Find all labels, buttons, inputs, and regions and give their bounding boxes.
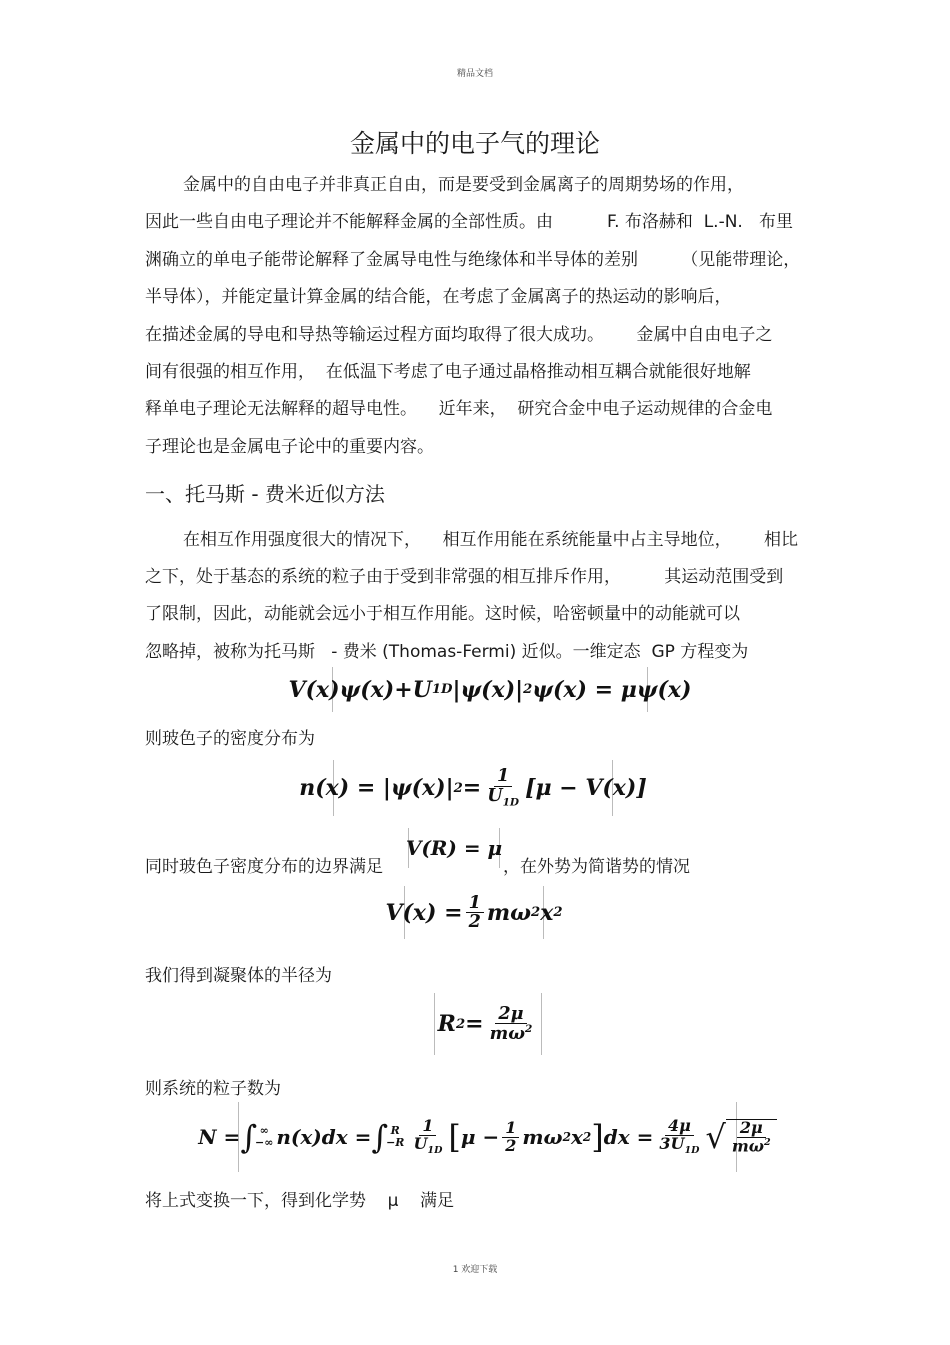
- intro-line: 因此一些自由电子理论并不能解释金属的全部性质。由 F. 布洛赫和 L.-N. 布里: [145, 212, 794, 232]
- text-chemical-potential: 将上式变换一下，得到化学势 μ 满足: [145, 1191, 455, 1211]
- equation-particle-number: N = ∫ ∞ −∞ n(x)dx = ∫ R −R $\frac{1}{U_{1D}}$ [ μ − $\frac{1}{2}$ mω 2 x 2 ] dx = $\frac{4\mu}{3U_{1D}}$ √ $\frac{2\mu}{m\omega^2}$: [238, 1102, 737, 1172]
- equation-harmonic: V(x) = $\frac{1}{2}$ mω 2 x 2: [404, 886, 544, 939]
- section-line: 忽略掉，被称为托马斯 - 费米 (Thomas-Fermi) 近似。一维定态 GP 方程变为: [145, 642, 749, 662]
- page-footer: 1 欢迎下载: [452, 1265, 498, 1275]
- text-number: 则系统的粒子数为: [145, 1079, 281, 1099]
- text-density: 则玻色子的密度分布为: [145, 729, 315, 749]
- intro-line: 半导体），并能定量计算金属的结合能，在考虑了金属离子的热运动的影响后，: [145, 287, 732, 307]
- intro-line: 释单电子理论无法解释的超导电性。 近年来， 研究合金中电子运动规律的合金电: [145, 399, 773, 419]
- equation-gp-tf: V(x)ψ(x)+U 1D |ψ(x)| 2 ψ(x) = μψ(x): [332, 667, 648, 712]
- intro-line: 子理论也是金属电子论中的重要内容。: [145, 437, 434, 457]
- section-line: 之下，处于基态的系统的粒子由于受到非常强的相互排斥作用， 其运动范围受到: [145, 567, 784, 587]
- equation-radius: R 2 = $\frac{2\mu}{m\omega^2}$: [434, 993, 542, 1055]
- page-title: 金属中的电子气的理论: [349, 129, 600, 158]
- intro-line: 渊确立的单电子能带论解释了金属导电性与绝缘体和半导体的差别 （见能带理论，: [145, 250, 801, 270]
- text-boundary: 同时玻色子密度分布的边界满足: [145, 857, 383, 877]
- equation-boundary: V(R) = μ: [408, 828, 500, 868]
- equation-density: n(x) = |ψ(x)| 2 = $\frac{1}{U_{1D}}$ [μ − V(x)]: [333, 760, 613, 816]
- section-line: 在相互作用强度很大的情况下， 相互作用能在系统能量中占主导地位， 相比: [183, 530, 799, 550]
- intro-line: 间有很强的相互作用， 在低温下考虑了电子通过晶格推动相互耦合就能很好地解: [145, 362, 751, 382]
- intro-line: 金属中的自由电子并非真正自由，而是要受到金属离子的周期势场的作用，: [183, 175, 744, 195]
- intro-line: 在描述金属的导电和导热等输运过程方面均取得了很大成功。 金属中自由电子之: [145, 325, 773, 345]
- page-header: 精品文档: [456, 69, 493, 79]
- text-boundary-tail: ，在外势为简谐势的情况: [503, 857, 690, 877]
- section-heading: 一、托马斯 - 费米近似方法: [145, 482, 385, 506]
- section-line: 了限制，因此，动能就会远小于相互作用能。这时候，哈密顿量中的动能就可以: [145, 604, 740, 624]
- text-radius: 我们得到凝聚体的半径为: [145, 966, 332, 986]
